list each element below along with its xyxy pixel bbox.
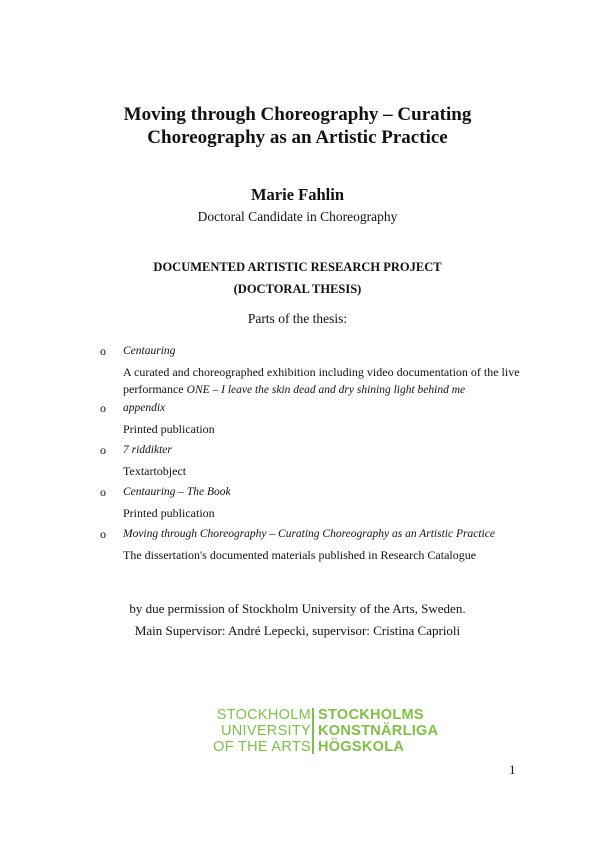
list-item — [100, 399, 520, 417]
part-description: Printed publication — [123, 422, 215, 436]
page-number: 1 — [509, 762, 516, 777]
part-description: Textartobject — [123, 464, 187, 478]
logo-text: KONSTNÄRLIGA — [318, 723, 439, 739]
bullet-icon: o — [100, 401, 106, 415]
logo-swedish-name — [318, 707, 438, 755]
logo-text: OF THE ARTS — [213, 739, 311, 755]
thesis-title — [60, 103, 535, 149]
part-title: 7 riddikter — [123, 444, 172, 456]
bullet-icon: o — [100, 443, 106, 457]
logo-text: HÖGSKOLA — [318, 739, 405, 755]
list-item — [100, 441, 520, 459]
bullet-icon: o — [100, 344, 106, 358]
project-type-line-2: (DOCTORAL THESIS) — [233, 282, 362, 296]
part-description: The dissertation's documented materials published in Research Catalogue — [123, 548, 477, 562]
list-item — [100, 342, 520, 360]
list-item — [100, 525, 520, 543]
parts-heading: Parts of the thesis: — [247, 311, 348, 326]
part-title: Centauring – The Book — [123, 486, 231, 498]
part-description-text: A curated and choreographed exhibition including video documentation of the live performance — [123, 365, 520, 396]
part-description — [123, 364, 520, 399]
university-logo — [188, 707, 438, 757]
logo-text: STOCKHOLMS — [318, 707, 424, 723]
part-title: appendix — [123, 402, 166, 414]
logo-english-name — [213, 707, 311, 755]
logo-text: UNIVERSITY — [220, 723, 311, 739]
logo-divider — [312, 708, 314, 754]
logo-text: STOCKHOLM — [216, 707, 311, 723]
thesis-title-line-1: Moving through Choreography – Curating — [123, 104, 472, 125]
parts-list — [100, 342, 520, 567]
permission-statement — [0, 598, 595, 642]
permission-line-1: by due permission of Stockholm University of the Arts, Sweden. — [129, 601, 466, 616]
thesis-title-line-2: Choreography as an Artistic Practice — [147, 127, 448, 148]
bullet-icon: o — [100, 485, 106, 499]
supervisors-line: Main Supervisor: André Lepecki, supervisor: Cristina Caprioli — [134, 623, 461, 638]
project-type-line-1: DOCUMENTED ARTISTIC RESEARCH PROJECT — [153, 260, 442, 274]
part-description-italic: ONE – I leave the skin dead and dry shining light behind me — [186, 384, 466, 396]
author-name: Marie Fahlin — [250, 185, 345, 204]
list-item — [100, 483, 520, 501]
part-title: Moving through Choreography – Curating Choreography as an Artistic Practice — [123, 528, 495, 540]
bullet-icon: o — [100, 527, 106, 541]
author-role: Doctoral Candidate in Choreography — [197, 209, 398, 224]
part-description: Printed publication — [123, 506, 215, 520]
project-type — [0, 256, 595, 300]
part-title: Centauring — [123, 345, 176, 357]
